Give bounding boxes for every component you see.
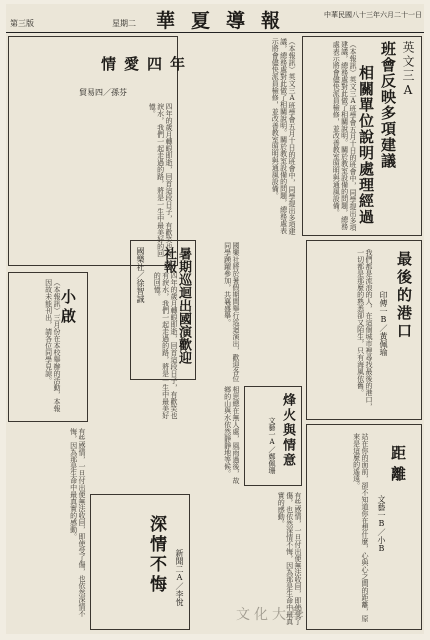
article-tour-body: 國樂社將於暑假期間舉行巡迴演出，歡迎各位同學踴躍參加，共襄盛舉。 [223, 242, 240, 382]
article-english-tag: 英文三A [401, 41, 415, 99]
masthead-issue: 第三版 [10, 19, 34, 28]
article-deep-byline: 新聞二A／李悅 [175, 549, 184, 606]
article-distance-body: 站在你的面前，卻不知道你在想什麼，心與心之間的距離，原來是這麼的遙遠。 [352, 433, 369, 622]
article-distance-head: 距離 [389, 445, 407, 487]
article-sea-body: 我們都是流浪的人，在這個城市裡尋找最後的港口，一切都是那麼的熟悉卻又陌生，只有海風依舊。 [356, 249, 373, 410]
article-love-continued: 四年的歲月轉眼即逝，回首這段日子，有歡笑也有淚水，我們一起走過的路，將是一生中最美好的回憶。 [153, 272, 178, 419]
article-poem-byline: 文藝一A／鄭佩珊 [268, 417, 276, 474]
article-distance-box [306, 424, 422, 630]
article-deep-box [90, 494, 190, 630]
masthead-date: 中華民國八十三年六月二十一日 [324, 11, 422, 19]
article-deep-body: 有些感情，一旦付出便無法收回，即使受了傷，也依然深情不悔，因為那是生命中最真實的感動。 [69, 428, 86, 617]
article-poem-head: 烽火與情意 [280, 393, 295, 468]
article-notice-box [8, 272, 88, 422]
article-deep-continued: 有些感情，一旦付出便無法收回，即使受了傷，也依然深情不悔，因為那是生命中最真實的感動。 [277, 492, 302, 625]
article-love-head: 情愛四年 [101, 55, 194, 73]
article-tour-byline: 國樂社／徐智誠 [136, 247, 145, 303]
masthead-title: 華夏導報 [156, 10, 297, 32]
article-sea-box [306, 240, 422, 420]
article-tour-box [130, 240, 196, 380]
article-sea-head: 最後的港口 [395, 251, 413, 341]
article-sea-byline: 印傳一B／黃佩瑜 [379, 291, 388, 356]
article-english-box [302, 36, 422, 236]
article-poem-box [244, 386, 302, 486]
article-english-head1: 班會反映多項建議 [379, 41, 397, 169]
article-deep-head: 深情不悔 [146, 515, 166, 595]
article-distance-byline: 文藝一B／小B [377, 495, 386, 553]
article-english-continued: （本報訊）英文三A班學會五月十日的班會中，同學提出多項建議，總務處對此做了相關說明。關於教室設備的問題，總務處表示將會儘快派員檢修，並改善教室照明與通風設備。 [271, 38, 296, 235]
article-poem-body: 相思總在無人處，風雨過後，故鄉的山與水依然靜靜地等候。 [223, 386, 240, 484]
article-notice-body: （本報訊）三月份在本校舉辦的活動，本報因故未能刊出，請各位同學見諒。 [44, 279, 61, 412]
article-english-head2: 相關單位說明處理經過 [357, 65, 375, 225]
article-english-body: （本報訊）英文三A班學會五月十日的班會中，同學提出多項建議，總務處對此做了相關說明。關於教室設備的問題，總務處表示將會儘快派員檢修，並改善教室照明與通風設備。 [332, 41, 357, 231]
article-love-box [8, 36, 194, 266]
article-notice-head: 小啟 [59, 289, 77, 327]
masthead-weekday: 星期二 [112, 19, 136, 28]
article-love-body: 四年的歲月轉眼即逝，回首這段日子，有歡笑也有淚水，我們一起走過的路，將是一生中最美好的回憶。 [148, 103, 173, 257]
article-love-byline: 貿易四／孫芬 [79, 88, 127, 97]
newspaper-page [6, 4, 424, 634]
article-tour-head: 暑期巡迴出國演歡迎社報 [161, 247, 191, 364]
watermark: 文化大學 [236, 607, 308, 623]
masthead-rule [6, 32, 424, 33]
